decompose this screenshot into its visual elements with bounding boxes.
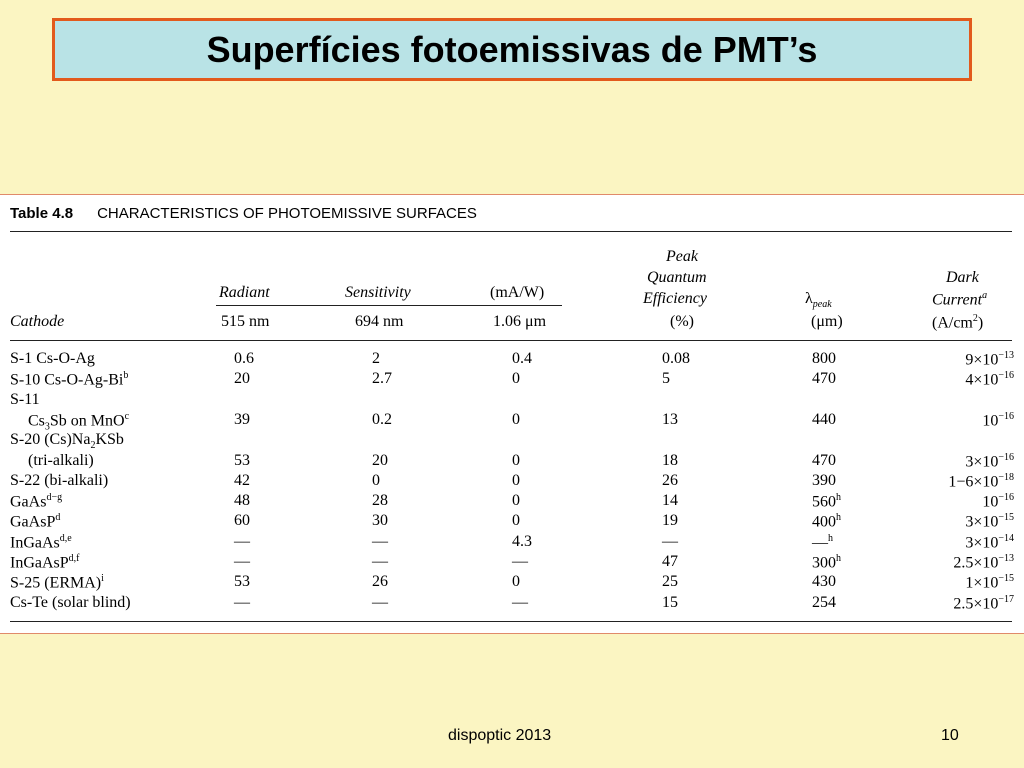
page-number: 10	[941, 727, 959, 744]
sens-694-cell: 28	[372, 492, 388, 509]
table-panel	[0, 194, 1024, 634]
header-radiant: Radiant	[219, 284, 270, 301]
cathode-note: i	[101, 573, 104, 584]
sens-106-cell: —	[512, 553, 528, 570]
bottom-rule	[10, 621, 1012, 622]
lambda-peak-cell: 440	[812, 411, 836, 428]
cathode-cell: (tri-alkali)	[28, 452, 94, 469]
header-106um: 1.06 μm	[493, 313, 547, 330]
sens-515-cell: 53	[234, 573, 250, 590]
cathode-cell: InGaAsP$^{d,f}$	[10, 553, 80, 572]
qe-cell: 5	[662, 370, 670, 387]
lambda-peak-cell: 400$^h$	[812, 512, 841, 531]
lambda-note: h	[828, 533, 833, 544]
top-rule	[10, 231, 1012, 232]
cathode-cell: S-25 (ERMA)$^i$	[10, 573, 104, 592]
header-efficiency: Efficiency	[643, 290, 707, 307]
lambda-peak-cell: 430	[812, 573, 836, 590]
lambda-peak-cell: 254	[812, 594, 836, 611]
dark-current-exponent: −17	[998, 594, 1014, 605]
cathode-cell: Cs-Te (solar blind)	[10, 594, 131, 611]
cathode-cell: $Cs_3Sb$ on MnO$^c$	[28, 411, 130, 433]
footer-text: dispoptic 2013	[448, 727, 552, 744]
qe-cell: 47	[662, 553, 678, 570]
dark-current-exponent: −13	[998, 553, 1014, 564]
header-current: Current$^a$	[932, 290, 988, 309]
cathode-cell: S-1 Cs-O-Ag	[10, 350, 95, 367]
table-number: Table 4.8	[10, 205, 74, 222]
dark-current-cell: $10^{-16}$	[982, 492, 1014, 511]
cathode-cell: S-22 (bi-alkali)	[10, 472, 109, 489]
cathode-cell: GaAsP$^d$	[10, 512, 61, 531]
dark-current-cell: $1\times 10^{-15}$	[965, 573, 1014, 592]
header-peak: Peak	[666, 248, 698, 265]
cathode-subscript: 3	[44, 421, 50, 433]
sens-515-cell: 42	[234, 472, 250, 489]
lambda-peak-cell: 560$^h$	[812, 492, 841, 511]
sens-515-cell: 48	[234, 492, 250, 509]
cathode-cell: InGaAs$^{d,e}$	[10, 533, 72, 552]
cathode-cell: GaAs$^{d-g}$	[10, 492, 63, 511]
header-694nm: 694 nm	[355, 313, 404, 330]
sens-694-cell: 0.2	[372, 411, 392, 428]
sens-515-cell: —	[234, 533, 250, 550]
lambda-peak-cell: 390	[812, 472, 836, 489]
sens-106-cell: 0	[512, 512, 520, 529]
dark-current-cell: $2.5\times 10^{-13}$	[953, 553, 1014, 572]
cathode-note: d,e	[59, 533, 72, 544]
header-um: (μm)	[811, 313, 843, 330]
sens-515-cell: 60	[234, 512, 250, 529]
sens-106-cell: 0.4	[512, 350, 532, 367]
sens-106-cell: 0	[512, 573, 520, 590]
qe-cell: 13	[662, 411, 678, 428]
lambda-peak-cell: 470	[812, 370, 836, 387]
cathode-note: d,f	[68, 553, 80, 564]
header-rule	[10, 340, 1012, 341]
dark-current-exponent: −16	[998, 411, 1014, 422]
dark-current-cell: $1-6\times 10^{-18}$	[948, 472, 1014, 491]
dark-current-cell: $3\times 10^{-14}$	[965, 533, 1014, 552]
sens-694-cell: —	[372, 533, 388, 550]
header-underline	[216, 305, 562, 306]
dark-current-exponent: −15	[998, 573, 1014, 584]
sens-694-cell: 30	[372, 512, 388, 529]
cathode-cell: S-10 Cs-O-Ag-Bi$^b$	[10, 370, 129, 389]
sens-694-cell: —	[372, 553, 388, 570]
dark-current-exponent: −14	[998, 533, 1014, 544]
lambda-peak-cell: 800	[812, 350, 836, 367]
lambda-note: h	[836, 492, 841, 503]
sens-106-cell: 0	[512, 472, 520, 489]
dark-current-cell: $4\times 10^{-16}$	[965, 370, 1014, 389]
sens-515-cell: 39	[234, 411, 250, 428]
qe-cell: 19	[662, 512, 678, 529]
qe-cell: 15	[662, 594, 678, 611]
sens-694-cell: 20	[372, 452, 388, 469]
header-cathode: Cathode	[10, 313, 65, 330]
dark-current-exponent: −13	[998, 350, 1014, 361]
header-quantum: Quantum	[647, 269, 707, 286]
sens-515-cell: 53	[234, 452, 250, 469]
sens-515-cell: 20	[234, 370, 250, 387]
lambda-note: h	[836, 512, 841, 523]
header-acm2: $(A/cm^2)$	[932, 313, 984, 332]
header-percent: (%)	[670, 313, 694, 330]
dark-current-exponent: −16	[998, 370, 1014, 381]
sens-694-cell: 26	[372, 573, 388, 590]
sens-694-cell: —	[372, 594, 388, 611]
cathode-cell: S-20 $(Cs)Na_2KSb$	[10, 431, 124, 452]
dark-current-exponent: −15	[998, 512, 1014, 523]
sens-106-cell: 0	[512, 370, 520, 387]
qe-cell: 18	[662, 452, 678, 469]
slide-title: Superfícies fotoemissivas de PMT’s	[206, 28, 818, 70]
slide-title-box	[52, 18, 972, 81]
sens-515-cell: —	[234, 594, 250, 611]
lambda-peak-cell: 470	[812, 452, 836, 469]
header-515nm: 515 nm	[221, 313, 270, 330]
qe-cell: 26	[662, 472, 678, 489]
sens-515-cell: 0.6	[234, 350, 254, 367]
dark-current-cell: $3\times 10^{-16}$	[965, 452, 1014, 471]
qe-cell: 0.08	[662, 350, 690, 367]
cathode-cell: S-11	[10, 391, 40, 408]
dark-current-cell: $9\times 10^{-13}$	[965, 350, 1014, 369]
sens-515-cell: —	[234, 553, 250, 570]
qe-cell: 25	[662, 573, 678, 590]
dark-current-cell: $2.5\times 10^{-17}$	[953, 594, 1014, 613]
sens-106-cell: 0	[512, 492, 520, 509]
cathode-note: b	[123, 370, 129, 381]
qe-cell: 14	[662, 492, 678, 509]
sens-694-cell: 2	[372, 350, 380, 367]
cathode-subscript: 2	[90, 440, 96, 452]
table-heading	[10, 205, 477, 222]
sens-694-cell: 0	[372, 472, 380, 489]
cathode-note: d	[55, 512, 61, 523]
dark-current-cell: $10^{-16}$	[982, 411, 1014, 430]
header-mAW: (mA/W)	[490, 284, 545, 301]
sens-106-cell: —	[512, 594, 528, 611]
sens-694-cell: 2.7	[372, 370, 392, 387]
header-dark: Dark	[946, 269, 979, 286]
dark-current-exponent: −16	[998, 492, 1014, 503]
cathode-note: d−g	[46, 492, 63, 503]
dark-current-exponent: −18	[998, 472, 1014, 483]
header-sensitivity: Sensitivity	[345, 284, 411, 301]
header-lambda: $\lambda_{peak}$	[805, 290, 832, 311]
lambda-note: h	[836, 553, 841, 564]
sens-106-cell: 0	[512, 411, 520, 428]
lambda-peak-cell: 300$^h$	[812, 553, 841, 572]
dark-current-cell: $3\times 10^{-15}$	[965, 512, 1014, 531]
sens-106-cell: 0	[512, 452, 520, 469]
dark-current-exponent: −16	[998, 452, 1014, 463]
table-caption: CHARACTERISTICS OF PHOTOEMISSIVE SURFACES	[97, 205, 477, 222]
cathode-note: c	[124, 411, 130, 422]
sens-106-cell: 4.3	[512, 533, 532, 550]
qe-cell: —	[662, 533, 678, 550]
lambda-peak-cell: —$^h$	[812, 533, 833, 552]
